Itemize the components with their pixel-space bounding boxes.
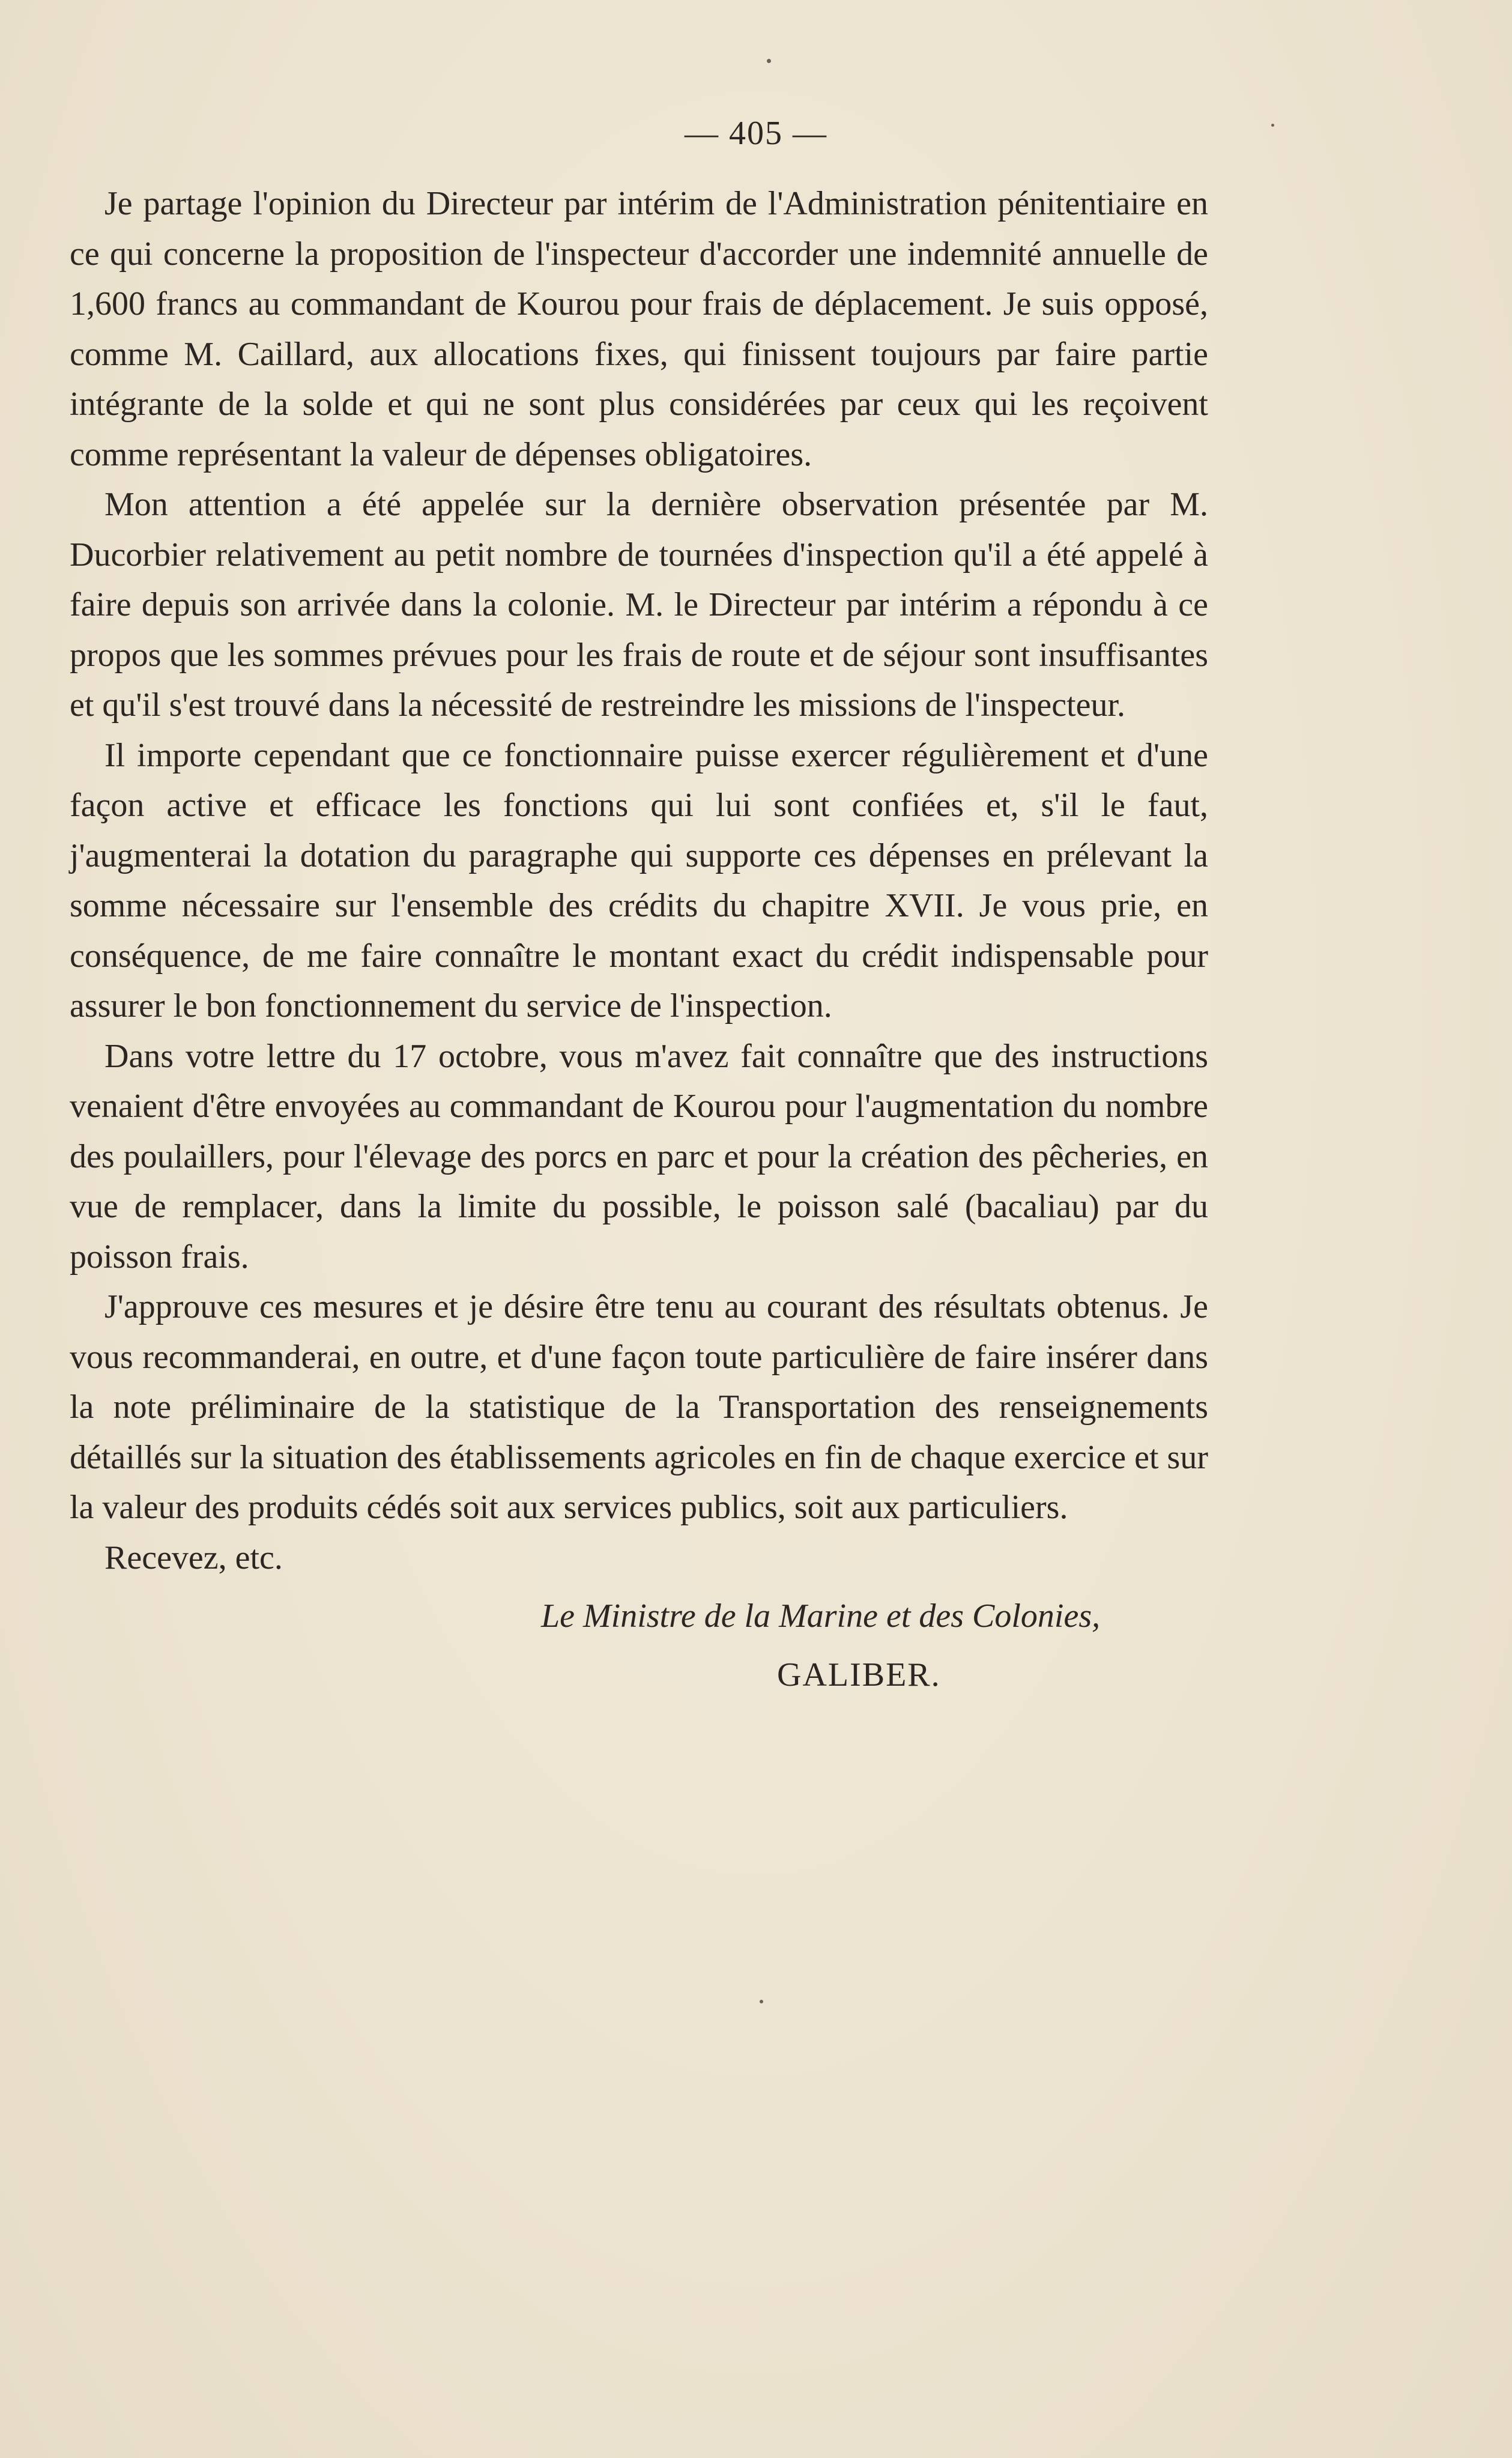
paragraph-kourou-instructions: Dans votre lettre du 17 octobre, vous m'avez fait connaître que des instructions venaient d'être envoyées au commandant de Kourou pour l'augmentation du nombre des poulaillers, pour l'élevage des porcs en parc et pour la création des pêcheries, en vue de remplacer, dans la limite du possible, le poisson salé (bacaliau) par du poisson frais. xyxy=(70,1037,1208,1276)
closing-formula: Recevez, etc. xyxy=(104,1539,283,1576)
paragraph-inspection-tours: Mon attention a été appelée sur la dernière observation présentée par M. Ducorbier relativement au petit nombre de tournées d'inspection qu'il a été appelé à faire depuis son arrivée dans la colonie. M. le Directeur par intérim a répondu à ce propos que les sommes prévues pour les frais de route et de séjour sont insuffisantes et qu'il s'est trouvé dans la nécessité de restreindre les missions de l'inspecteur. xyxy=(70,486,1208,724)
letter-body xyxy=(70,179,1208,1700)
signature-name: GALIBER. xyxy=(777,1656,941,1694)
signature-title: Le Ministre de la Marine et des Colonies, xyxy=(541,1597,1101,1635)
page-number: — 405 — xyxy=(685,115,827,152)
paper-speck xyxy=(767,59,771,63)
paper-speck xyxy=(760,2000,763,2003)
paragraph-indemnity: Je partage l'opinion du Directeur par intérim de l'Administration pénitentiaire en ce qui concerne la proposition de l'inspecteur d'accorder une indemnité annuelle de 1,600 francs au commandant de Kourou pour frais de déplacement. Je suis opposé, comme M. Caillard, aux allocations fixes, qui finissent toujours par faire partie intégrante de la solde et qui ne sont plus considérées par ceux qui les reçoivent comme représentant la valeur de dépenses obligatoires. xyxy=(70,185,1208,473)
paragraph-inspector-functions: Il importe cependant que ce fonctionnaire puisse exercer régulièrement et d'une façon active et efficace les fonctions qui lui sont confiées et, s'il le faut, j'augmenterai la dotation du paragraphe qui supporte ces dépenses en prélevant la somme nécessaire sur l'ensemble des crédits du chapitre XVII. Je vous prie, en conséquence, de me faire connaître le montant exact du crédit indispensable pour assurer le bon fonctionnement du service de l'inspection. xyxy=(70,736,1208,1025)
paragraph-approval: J'approuve ces mesures et je désire être tenu au courant des résultats obtenus. Je vous recommanderai, en outre, et d'une façon toute particulière de faire insérer dans la note préliminaire de la statistique de la Transportation des renseignements détaillés sur la situation des établissements agricoles en fin de chaque exercice et sur la valeur des produits cédés soit aux services publics, soit aux particuliers. xyxy=(70,1288,1208,1526)
